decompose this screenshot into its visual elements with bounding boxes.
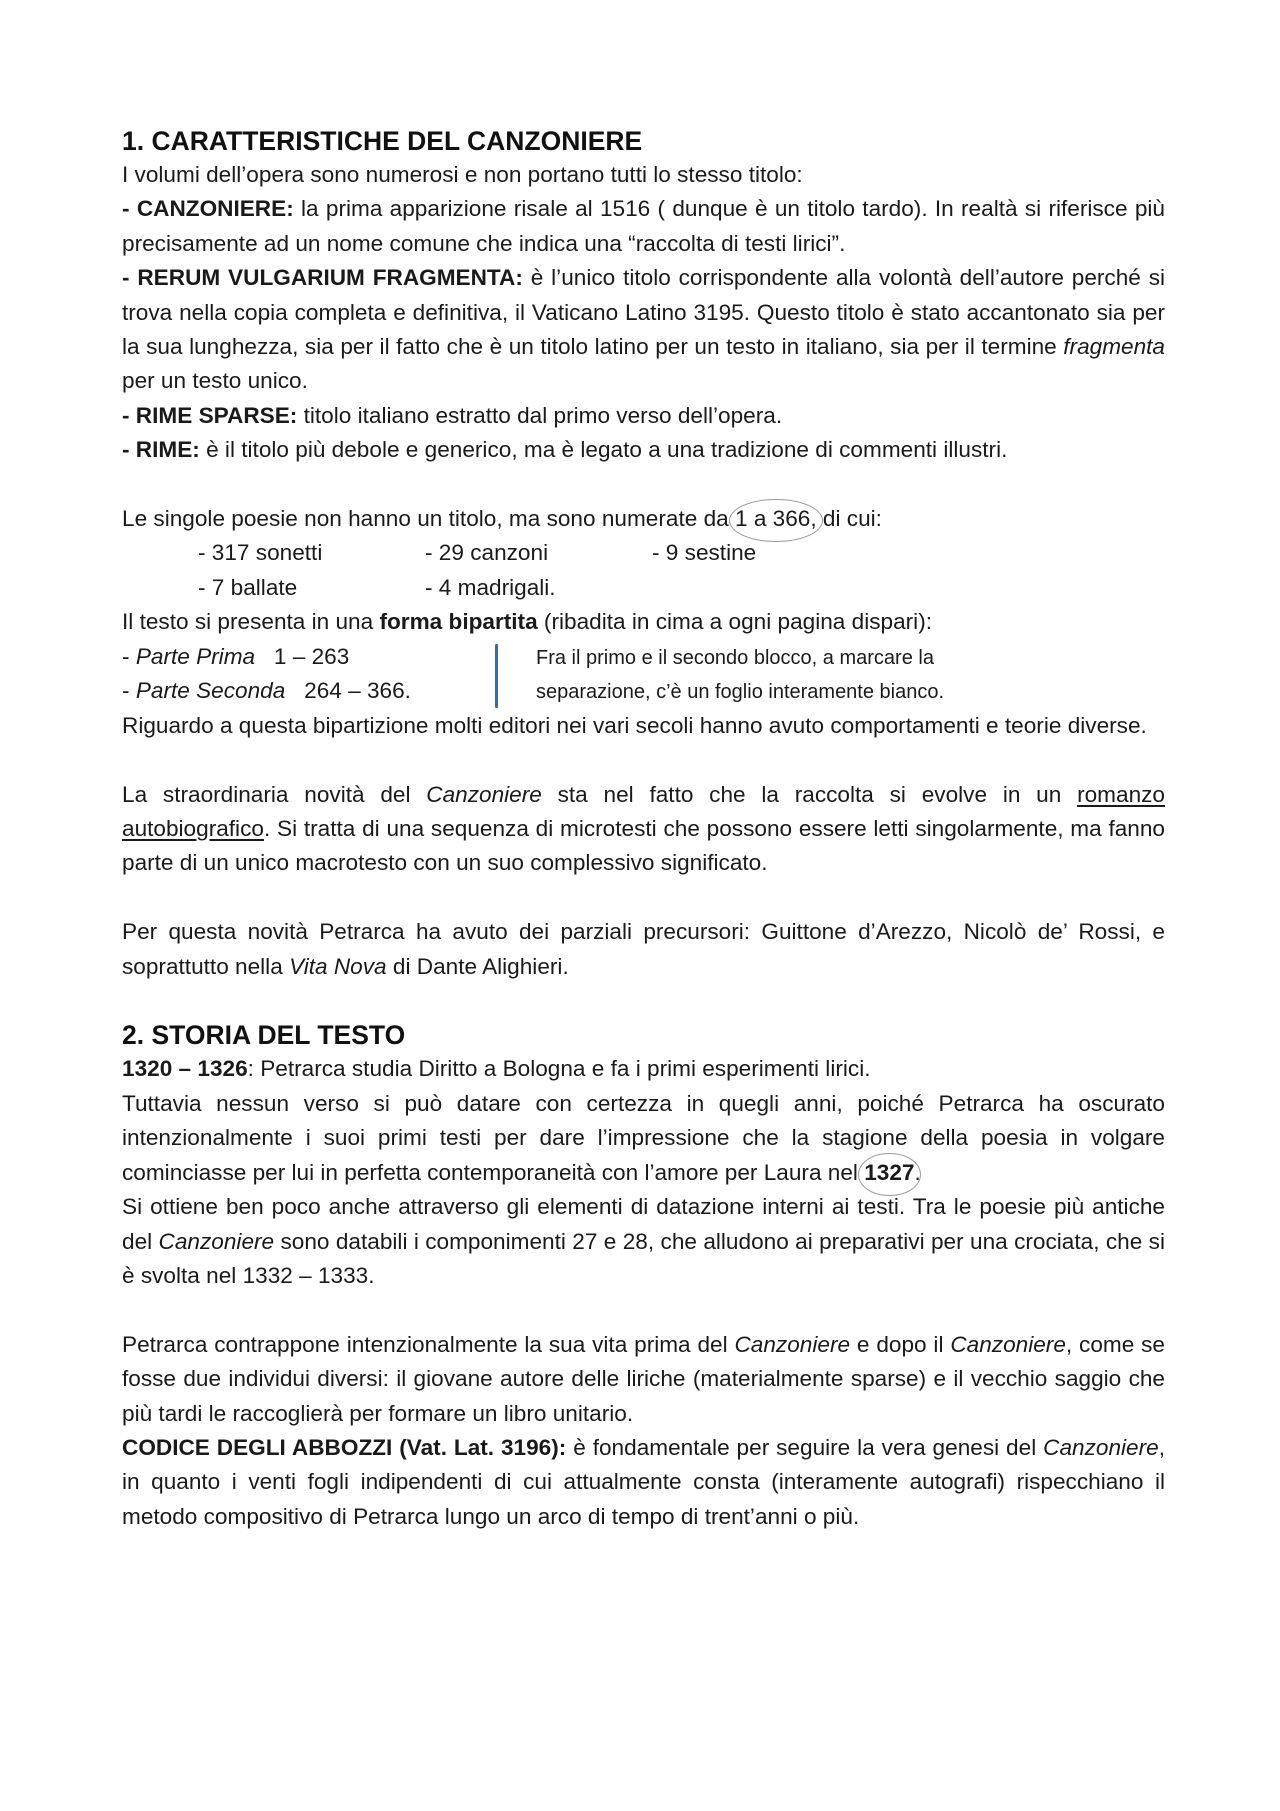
storia-p5-before: è fondamentale per seguire la vera genesi del — [566, 1434, 1044, 1460]
storia-p2-after: . — [914, 1159, 921, 1185]
rime-definition — [122, 433, 1165, 467]
spacer — [122, 468, 1165, 502]
novita-underlined: romanzo autobiografico — [122, 781, 1165, 842]
rime-sparse-definition — [122, 399, 1165, 433]
storia-p3-before: Si ottiene ben poco anche attraverso gli elementi di datazione interni ai testi. Tra le poesie più antiche del — [122, 1194, 1165, 1254]
storia-p5-bold: CODICE DEGLI ABBOZZI (Vat. Lat. 3196): — [122, 1434, 567, 1460]
spacer — [122, 984, 1165, 1018]
storia-p4-italic-1: Canzoniere — [734, 1331, 851, 1357]
numbering-before: Le singole poesie non hanno un titolo, ma sono numerate da — [122, 506, 735, 532]
form-sestine: - 9 sestine — [652, 540, 757, 566]
parts-block — [122, 640, 1165, 709]
parte-prima-range: 1 – 263 — [255, 643, 350, 669]
spacer — [122, 881, 1165, 915]
canzoniere-text: la prima apparizione risale al 1516 ( dunque è un titolo tardo). In realtà si riferisce più precisamente ad un nome comune che indica una “raccolta di testi lirici”. — [122, 196, 1165, 256]
storia-p3-after: sono databili i componimenti 27 e 28, che alludono ai preparativi per una crociata, che si è svolta nel 1332 – 1333. — [122, 1228, 1165, 1288]
rvf-definition — [122, 261, 1165, 399]
circled-year: 1327 — [864, 1156, 914, 1190]
storia-p5-after: , in quanto i venti fogli indipendenti di cui attualmente consta (interamente autografi) rispecchiano il metodo compositivo di Petrarca lungo un arco di tempo di trent’anni o più. — [122, 1434, 1165, 1529]
novita-after: . Si tratta di una sequenza di microtesti che possono essere letti singolarmente, ma fanno parte di un unico macrotesto con un suo complessivo significato. — [122, 816, 1165, 876]
form-madrigali: - 4 madrigali. — [425, 574, 556, 600]
section-1-heading: 1. CARATTERISTICHE DEL CANZONIERE — [122, 126, 643, 156]
rime-sparse-label: - RIME SPARSE: — [122, 402, 298, 428]
storia-p2 — [122, 1087, 1165, 1190]
parts-note-line-1: Fra il primo e il secondo blocco, a marcare la — [536, 646, 934, 669]
bipartita-bold: forma bipartita — [379, 609, 538, 635]
spacer — [122, 743, 1165, 777]
parts-note-line-2: separazione, c’è un foglio interamente bianco. — [536, 680, 945, 703]
precursori-italic: Vita Nova — [289, 953, 387, 979]
form-canzoni: - 29 canzoni — [425, 540, 549, 566]
storia-p4-before: Petrarca contrappone intenzionalmente la sua vita prima del — [122, 1331, 735, 1357]
parte-seconda — [122, 674, 411, 708]
rvf-text-2: per un testo unico. — [122, 368, 308, 394]
rvf-label: - RERUM VULGARIUM FRAGMENTA: — [122, 265, 523, 291]
parte-seconda-range: 264 – 366. — [285, 678, 411, 704]
storia-p1-bold: 1320 – 1326 — [122, 1056, 248, 1082]
bipartita-before: Il testo si presenta in una — [122, 609, 380, 635]
bipartita-after: (ribadita in cima a ogni pagina dispari): — [537, 609, 932, 635]
novita-paragraph — [122, 778, 1165, 881]
parte-prima-dash: - — [122, 643, 136, 669]
divider-bar — [495, 644, 498, 708]
storia-p3-italic: Canzoniere — [158, 1228, 275, 1254]
numbering-after: di cui: — [816, 506, 882, 532]
circled-range: 1 a 366, — [735, 502, 817, 536]
storia-p1-text: : Petrarca studia Diritto a Bologna e fa i primi esperimenti lirici. — [247, 1056, 871, 1082]
parte-seconda-label: Parte Seconda — [135, 678, 286, 704]
storia-p5 — [122, 1431, 1165, 1534]
parte-prima-label: Parte Prima — [135, 643, 256, 669]
form-sonetti: - 317 sonetti — [198, 540, 323, 566]
novita-middle: sta nel fatto che la raccolta si evolve in un — [541, 781, 1078, 807]
parte-prima — [122, 640, 349, 674]
rime-text: è il titolo più debole e generico, ma è legato a una tradizione di commenti illustri. — [199, 437, 1008, 463]
intro-paragraph: I volumi dell’opera sono numerosi e non portano tutti lo stesso titolo: — [122, 162, 803, 187]
storia-p5-italic: Canzoniere — [1043, 1434, 1159, 1460]
section-2-heading: 2. STORIA DEL TESTO — [122, 1020, 406, 1051]
document-content — [122, 124, 1165, 1534]
spacer — [122, 1293, 1165, 1327]
form-ballate: - 7 ballate — [198, 574, 298, 600]
storia-p4-after: , come se fosse due individui diversi: il giovane autore delle liriche (materialmente sparse) e il vecchio saggio che più tardi le raccoglierà per formare un libro unitario. — [122, 1331, 1165, 1426]
canzoniere-label: - CANZONIERE: — [122, 196, 294, 222]
canzoniere-definition — [122, 192, 1165, 261]
storia-p1 — [122, 1052, 1165, 1086]
poem-forms-list — [122, 536, 1165, 605]
numbering-paragraph — [122, 502, 1165, 536]
storia-p2-text: Tuttavia nessun verso si può datare con certezza in quegli anni, poiché Petrarca ha oscurato intenzionalmente i suoi primi testi per dare l’impressione che la stagione della poesia in volgare cominciasse per lui in perfetta contemporaneità con l’amore per Laura nel — [122, 1090, 1165, 1185]
precursori-paragraph — [122, 915, 1165, 984]
rime-label: - RIME: — [122, 437, 200, 463]
precursori-before: Per questa novità Petrarca ha avuto dei parziali precursori: Guittone d’Arezzo, Nicolò de’ Rossi, e soprattutto nella — [122, 919, 1165, 979]
novita-italic: Canzoniere — [426, 781, 542, 807]
parte-seconda-dash: - — [122, 678, 136, 704]
rime-sparse-text: titolo italiano estratto dal primo verso dell’opera. — [297, 402, 783, 428]
rvf-text-1: è l’unico titolo corrispondente alla volontà dell’autore perché si trova nella copia completa e definitiva, il Vaticano Latino 3195. Questo titolo è stato accantonato sia per la sua lunghezza, sia per il fatto che è un titolo latino per un testo in italiano, sia per il termine — [122, 265, 1166, 360]
storia-p4 — [122, 1328, 1165, 1431]
storia-p3 — [122, 1190, 1165, 1293]
bipartizione-paragraph: Riguardo a questa bipartizione molti editori nei vari secoli hanno avuto comportamenti e teorie diverse. — [122, 712, 1147, 738]
bipartita-paragraph — [122, 605, 1165, 639]
storia-p4-italic-2: Canzoniere — [950, 1331, 1066, 1357]
precursori-after: di Dante Alighieri. — [386, 953, 569, 979]
storia-p4-middle: e dopo il — [850, 1331, 951, 1357]
rvf-italic: fragmenta — [1063, 334, 1165, 360]
novita-before: La straordinaria novità del — [122, 781, 427, 807]
